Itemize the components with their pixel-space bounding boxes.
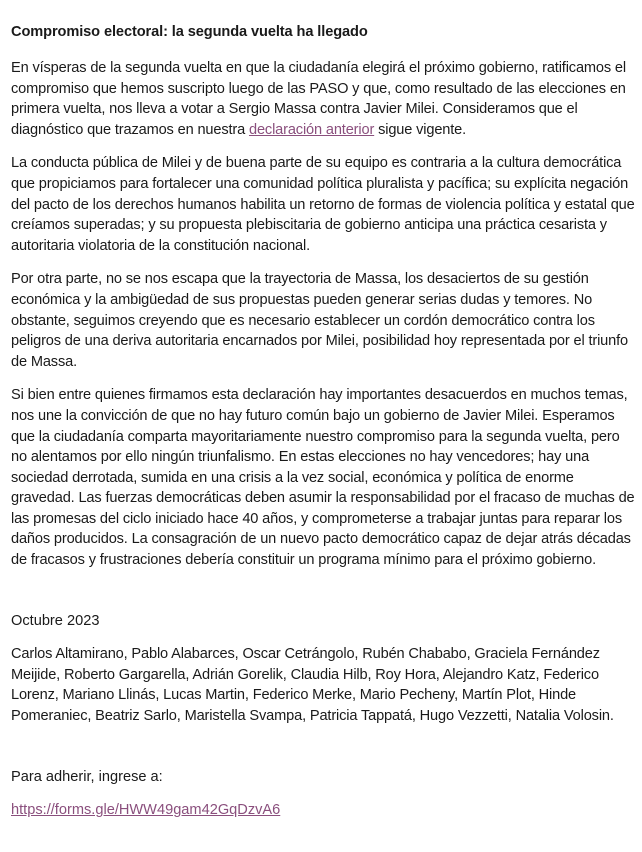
signers-list: Carlos Altamirano, Pablo Alabarces, Oscar Cetrángolo, Rubén Chababo, Graciela Fernández Meijide, Roberto Gargarella, Adrián Gorelik, Claudia Hilb, Roy Hora, Alejandro Katz, Federico Lorenz, Mariano Llinás, Lucas Martin, Federico Merke, Mario Pecheny, Martín Plot, Hinde Pomeraniec, Beatriz Sarlo, Maristella Svampa, Patricia Tappatá, Hugo Vezzetti, Natalia Volosin. — [11, 646, 614, 725]
paragraph-massa-doubts: Por otra parte, no se nos escapa que la trayectoria de Massa, los desaciertos de su gestión económica y la ambigüedad de sus propuestas pueden generar serias dudas y temores. No obstante, seguimos creyendo que es necesario establecer un cordón democrático contra los peligros de una deriva autoritaria encarnados por Milei, posibilidad hoy representada por el triunfo de Massa. — [11, 271, 628, 370]
document-page — [11, 22, 635, 821]
paragraph-intro-text: En vísperas de la segunda vuelta en que la ciudadanía elegirá el próximo gobierno, ratificamos el compromiso que hemos suscripto luego de las PASO y que, como resultado de las elecciones en primera vuelta, nos lleva a votar a Sergio Massa contra Javier Milei. Consideramos que el diagnóstico que trazamos en nuestra — [11, 60, 626, 138]
paragraph-milei-conduct: La conducta pública de Milei y de buena parte de su equipo es contraria a la cultura democrática que propiciamos para fortalecer una comunidad política pluralista y pacífica; su explícita negación del pacto de los derechos humanos habilita un retorno de formas de violencia política y estatal que creíamos superadas; y su propuesta plebiscitaria de gobierno anticipa una práctica cesarista y autoritaria violatoria de la constitución nacional. — [11, 155, 635, 254]
previous-declaration-link[interactable]: declaración anterior — [248, 121, 375, 138]
paragraph-commitment: Si bien entre quienes firmamos esta declaración hay importantes desacuerdos en muchos temas, nos une la convicción de que no hay futuro común bajo un gobierno de Javier Milei. Esperamos que la ciudadanía comparta mayoritariamente nuestro compromiso para la segunda vuelta, pero no alentamos por ello ningún triunfalismo. En estas elecciones no hay vencedores; hay una sociedad derrotada, sumida en una crisis a la vez social, económica y política de enorme gravedad. Las fuerzas democráticas deben asumir la responsabilidad por el fracaso de muchas de las promesas del ciclo iniciado hace 40 años, y comprometerse a trabajar juntas para reparar los daños producidos. La consagración de un nuevo pacto democrático capaz de dejar atrás décadas de fracasos y frustraciones debería constituir un programa mínimo para el próximo gobierno. — [11, 387, 635, 569]
form-link-line — [11, 800, 635, 821]
adhere-form-link[interactable]: https://forms.gle/HWW49gam42GqDzvA6 — [11, 802, 281, 819]
adhere-prompt: Para adherir, ingrese a: — [11, 768, 163, 785]
paragraph-intro — [11, 58, 635, 140]
document-title: Compromiso electoral: la segunda vuelta ha llegado — [11, 24, 368, 40]
document-date: Octubre 2023 — [11, 612, 100, 629]
paragraph-intro-tail: sigue vigente. — [374, 121, 467, 138]
